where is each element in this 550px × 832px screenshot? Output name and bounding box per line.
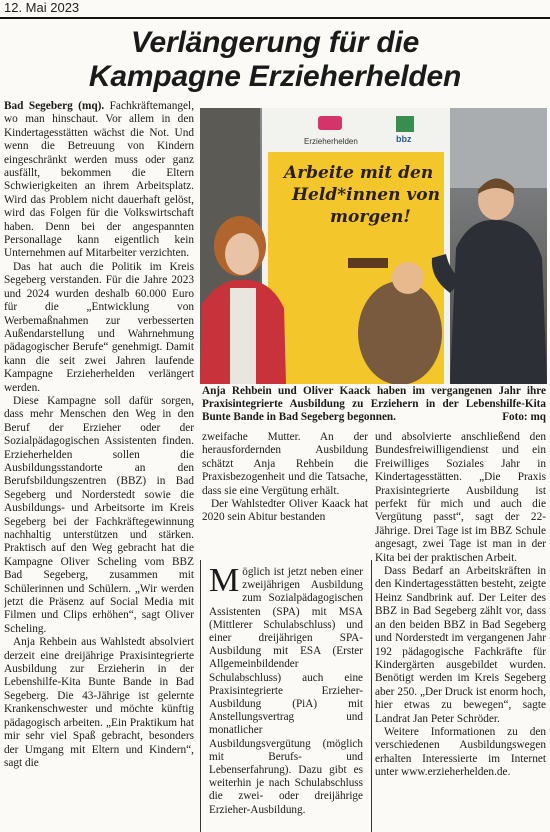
header-rule xyxy=(0,17,550,19)
headline xyxy=(0,26,550,94)
paragraph: Dass Bedarf an Arbeitskräften in den Kindertagesstätten besteht, zeigte Heinz Sandbrink auf. Der Leiter des BBZ in Bad Segeberg zählt vor, dass an den beiden BBZ in Bad Segeberg und Norderstedt im vergangenen Jahr 192 pädagogische Fachkräfte für Kindergärten ausgebildet wurden. Benötigt werden im Kreis Segeberg aber 250. „Der Druck ist enorm hoch, hier etwas zu bewegen“, sagte Landrat Jan Peter Schröder. xyxy=(375,565,546,725)
erzieherhelden-logo-icon xyxy=(318,116,342,130)
caption-text: Anja Rehbein und Oliver Kaack haben im vergangenen Jahr ihre Praxisintegrierte Ausbildung zu Erziehern in der Lebenshilfe-Kita Bunte Bande in Bad Segeberg begonnen. xyxy=(202,385,546,424)
paragraph: zweifache Mutter. An der herausfordernden Ausbildung schätzt Anja Rehbein die Praxisbezogenheit und die Tatsache, dass sie eine Vergütung erhält. xyxy=(202,431,368,497)
poster-slogan-line-3: morgen! xyxy=(330,207,411,227)
poster-child-figure xyxy=(358,281,442,384)
poster-slogan-line-2: Held*innen von xyxy=(292,185,440,205)
article-photo xyxy=(200,108,547,384)
info-box xyxy=(200,560,372,832)
paragraph: Anja Rehbein aus Wahlstedt absolviert derzeit eine dreijährige Praxisintegrierte Ausbildung zur Erzieherin in der Lebenshilfe-Kita Bunte Bande in Bad Segeberg. Die 43-Jährige ist gelernte Krankenschwester und möchte künftig pädagogisch arbeiten. „Ein Praktikum hat mir sehr viel Spaß gebracht, besonders der Umgang mit Eltern und Kindern“, sagt die xyxy=(4,636,194,769)
issue-date: 12. Mai 2023 xyxy=(4,0,80,15)
dateline: Bad Segeberg (mq). xyxy=(4,100,105,112)
info-box-text xyxy=(209,562,363,817)
paragraph: Diese Kampagne soll dafür sorgen, dass mehr Menschen den Weg in den Beruf der Erzieher oder der Sozialpädagogischen Assistenten finden. Erzieherhelden sollen die Ausbildungsstandorte an den Berufsbildungszentren (BBZ) in Bad Segeberg und Norderstedt sowie die Ausbildungs- und Arbeitsorte im Kreis Segeberg bei der Fachkräftegewinnung nachhaltig unterstützen und stärken. Praktisch auf den Weg gebracht hat die Kampagne Oliver Scheling vom BBZ Bad Segeberg, zusammen mit Schülerinnen und Schülern. „Wir werden jetzt die Präsenz auf Social Media mit Filmen und Clips erhöhen“, sagt Oliver Scheling. xyxy=(4,394,194,635)
paragraph: Der Wahlstedter Oliver Kaack hat 2020 sein Abitur bestanden xyxy=(202,498,368,524)
drop-cap: M xyxy=(209,562,240,599)
photo-caption xyxy=(202,385,546,425)
headline-line-1: Verlängerung für die xyxy=(130,26,420,59)
poster-slogan-line-1: Arbeite mit den xyxy=(284,163,434,183)
paragraph: Das hat auch die Politik im Kreis Segeberg verstanden. Für die Jahre 2023 und 2024 wurden deshalb 60.000 Euro für die „Entwicklung von Werbemaßnahmen zur verbesserten Außendarstellung und Wahrnehmung pädagogischer Berufe“ genehmigt. Damit kann die seit zwei Jahren laufende Kampagne Erzieherhelden verlängert werden. xyxy=(4,260,194,394)
paragraph: und absolvierte anschließend den Bundesfreiwilligendienst und ein Freiwilliges Soziales Jahr in Kindertagesstätten. „Die Praxis Praxisintegrierte Ausbildung ist perfekt für mich und auch die Vergütung passt“, sagt der 22-Jährige. Drei Tage ist im BBZ Schule angesagt, zwei Tage ist man in der Kita bei der praktischen Arbeit. xyxy=(375,431,546,564)
paragraph xyxy=(4,100,194,261)
paragraph-text: Fachkräftemangel, wo man hinschaut. Vor allem in den Kindertagesstätten wächst die Not. Und wenn die Betreuung von Kindern eingeschränkt werden muss oder ganz ausfällt, bekommen die Eltern Schwierigkeiten an ihrem Arbeitsplatz. Wird das Problem nicht dauerhaft gelöst, wird das Folgen für die Volkswirtschaft haben. Denn bei der angespannten Personallage kann eigentlich kein Unternehmen auf Mitarbeiter verzichten. xyxy=(4,100,194,260)
article-column-3 xyxy=(375,431,546,829)
poster-brand-right: bbz xyxy=(396,134,412,144)
photo-illustration xyxy=(200,108,547,384)
photo-credit: Foto: mq xyxy=(502,411,546,424)
paragraph: Weitere Informationen zu den verschiedenen Ausbildungswegen erhalten Interessierte im Internet unter www.erzieherhelden.de. xyxy=(375,725,546,779)
article-column-2 xyxy=(202,431,368,555)
poster-brand-left: Erzieherhelden xyxy=(304,137,358,146)
article-column-1 xyxy=(4,100,194,828)
bbz-logo-icon xyxy=(396,116,414,132)
headline-line-2: Kampagne Erzieherhelden xyxy=(88,60,462,93)
info-box-body: öglich ist jetzt neben einer zweijährigen Ausbildung zum Sozialpädagogischen Assistenten (SPA) mit MSA (Mittlerer Schulabschluss) und einer dreijährigen SPA-Ausbildung mit ESA (Erster Allgemeinbildender Schulabschluss) auch eine Praxisintegrierte Erzieher-Ausbildung (PiA) mit Anstellungsvertrag und monatlicher Ausbildungsvergütung (möglich mit Berufs- und Lebenserfahrung). Dazu gibt es weiterhin je nach Schulabschluss die zwei- oder dreijährige Erzieher-Ausbildung. xyxy=(209,566,363,816)
